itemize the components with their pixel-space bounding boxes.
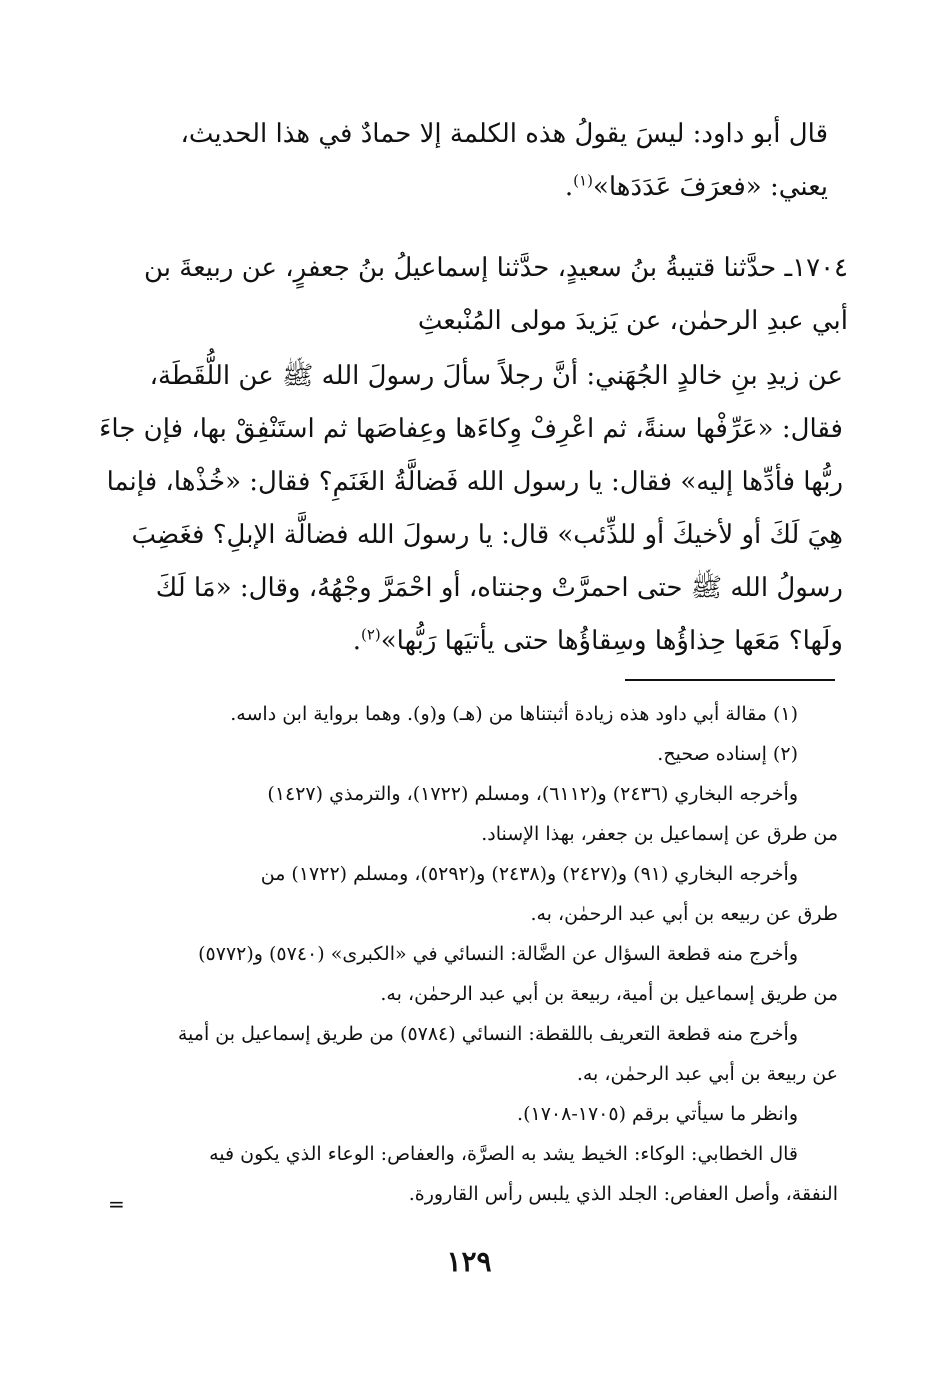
period: . bbox=[564, 172, 574, 202]
footnote-2: (٢) إسناده صحيح. bbox=[657, 743, 798, 765]
footnote-line: وانظر ما سيأتي برقم (١٧٠٥-١٧٠٨). bbox=[517, 1103, 798, 1125]
text-line: هِيَ لَكَ أو لأخيكَ أو للذِّئب» قال: يا رسولَ الله فضالَّة الإبلِ؟ فغَضِبَ bbox=[131, 520, 843, 550]
footnote-1: (١) مقالة أبي داود هذه زيادة أثبتناها من (هـ) و(و). وهما برواية ابن داسه. bbox=[230, 703, 798, 725]
text-line: أبي عبدِ الرحمٰن، عن يَزيدَ مولى المُنْبعثِ bbox=[417, 306, 848, 336]
text-line bbox=[98, 615, 843, 668]
footnote-line: طرق عن ربيعه بن أبي عبد الرحمٰن، به. bbox=[530, 903, 838, 925]
footnote-ref-1[interactable]: (١) bbox=[573, 171, 593, 190]
text-line: ١٧٠٤ـ حدَّثنا قتيبةُ بنُ سعيدٍ، حدَّثنا إسماعيلُ بنُ جعفرٍ، عن ربيعةَ بن bbox=[144, 253, 848, 283]
footnote-line: وأخرج منه قطعة السؤال عن الضَّالة: النسائي في «الكبرى» (٥٧٤٠) و(٥٧٧٢) bbox=[198, 943, 798, 965]
text-line: قال أبو داود: ليسَ يقولُ هذه الكلمة إلا حمادٌ في هذا الحديث، bbox=[180, 119, 828, 149]
text-line: رسولُ الله ﷺ حتى احمرَّتْ وجنتاه، أو احْمَرَّ وجْهُهُ، وقال: «مَا لَكَ bbox=[155, 573, 843, 603]
footnote-separator bbox=[625, 679, 835, 681]
footnote-line: من طرق عن إسماعيل بن جعفر، بهذا الإسناد. bbox=[481, 823, 838, 845]
footnote-ref-2[interactable]: (٢) bbox=[360, 625, 381, 644]
continuation-mark: = bbox=[108, 1192, 125, 1216]
footnote-line: النفقة، وأصل العفاص: الجلد الذي يلبس رأس القارورة. bbox=[408, 1183, 838, 1205]
footnotes bbox=[98, 694, 838, 1214]
quoted-text: يعني: «فعرَفَ عَدَدَها» bbox=[592, 172, 828, 202]
hadith-1704-matn bbox=[98, 350, 843, 668]
text-line: فقال: «عَرِّفْها سنةً، ثم اعْرِفْ وِكاءَها وعِفاصَها ثم استَنْفِقْ بها، فإن جاءَ bbox=[99, 414, 843, 444]
paragraph-abu-dawud-remark bbox=[108, 108, 828, 214]
footnote-line: وأخرج منه قطعة التعريف باللقطة: النسائي (٥٧٨٤) من طريق إسماعيل بن أمية bbox=[177, 1023, 798, 1045]
text-line: ربُّها فأدِّها إليه» فقال: يا رسول الله فَضالَّةُ الغَنَمِ؟ فقال: «خُذْها، فإنما bbox=[106, 467, 843, 497]
period: . bbox=[352, 626, 361, 656]
text-line bbox=[108, 161, 828, 214]
hadith-1704-isnad bbox=[108, 242, 848, 348]
footnote-line: وأخرجه البخاري (٩١) و(٢٤٢٧) و(٢٤٣٨) و(٥٢٩٢)، ومسلم (١٧٢٢) من bbox=[260, 863, 798, 885]
footnote-line: عن ربيعة بن أبي عبد الرحمٰن، به. bbox=[576, 1063, 838, 1085]
quoted-text: ولَها؟ مَعَها حِذاؤُها وسِقاؤُها حتى يأتيَها رَبُّها» bbox=[380, 626, 843, 656]
page-number: ١٢٩ bbox=[446, 1245, 492, 1278]
footnote-line: قال الخطابي: الوكاء: الخيط يشد به الصرَّة، والعفاص: الوعاء الذي يكون فيه bbox=[209, 1143, 798, 1165]
footnote-line: من طريق إسماعيل بن أمية، ربيعة بن أبي عبد الرحمٰن، به. bbox=[380, 983, 838, 1005]
footnote-line: وأخرجه البخاري (٢٤٣٦) و(٦١١٢)، ومسلم (١٧٢٢)، والترمذي (١٤٢٧) bbox=[267, 783, 798, 805]
text-line: عن زيدِ بنِ خالدٍ الجُهَني: أنَّ رجلاً سألَ رسولَ الله ﷺ عن اللُّقَطَة، bbox=[149, 361, 843, 391]
